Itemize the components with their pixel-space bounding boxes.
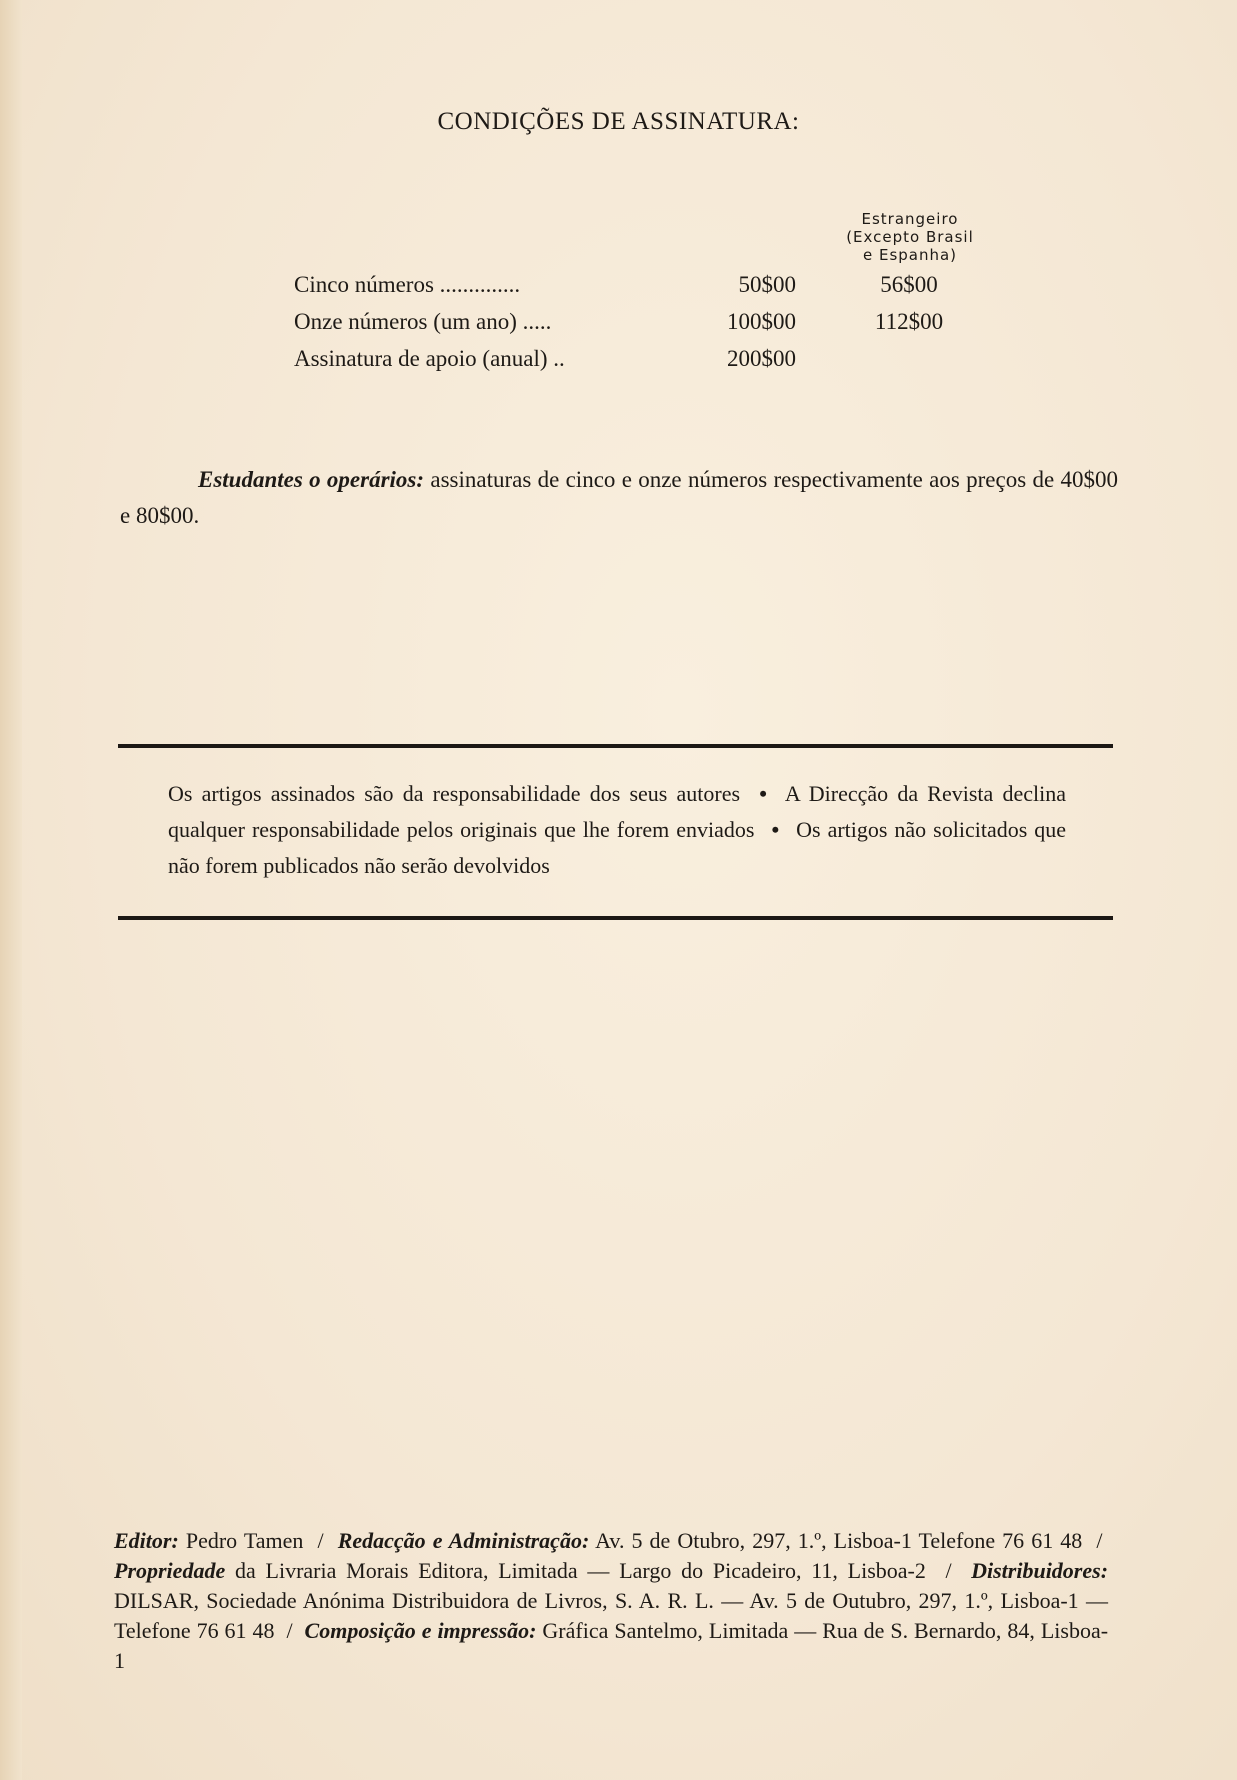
slash-separator: / bbox=[286, 1618, 293, 1643]
students-text: assinaturas de cinco e onze números respectivamente aos preços de 40$00 e 80$00. bbox=[120, 467, 1118, 528]
composicao-label: Composição e impressão: bbox=[304, 1618, 537, 1643]
foreign-price: 56$00 bbox=[880, 272, 938, 297]
slash-separator: / bbox=[1096, 1528, 1103, 1553]
foreign-header-line: e Espanha) bbox=[862, 246, 958, 264]
price-label: Cinco números .............. bbox=[294, 272, 521, 297]
page-title: CONDIÇÕES DE ASSINATURA: bbox=[437, 108, 800, 135]
national-price: 100$00 bbox=[727, 309, 796, 334]
bullet-separator: • bbox=[759, 781, 767, 806]
editor-name: Pedro Tamen bbox=[185, 1528, 304, 1553]
national-price: 50$00 bbox=[738, 272, 796, 297]
notice-sentence: A Direcção da Revista declina qualquer responsabilidade pelos originais que lhe forem enviados bbox=[168, 781, 1066, 842]
slash-separator: / bbox=[317, 1528, 324, 1553]
redaccao-text: Av. 5 de Otubro, 297, 1.º, Lisboa-1 Telefone 76 61 48 bbox=[595, 1528, 1083, 1553]
students-label: Estudantes o operários: bbox=[198, 467, 425, 492]
students-paragraph bbox=[120, 462, 1118, 534]
bottom-rule bbox=[118, 916, 1113, 920]
propriedade-label: Propriedade bbox=[114, 1558, 226, 1583]
bullet-separator: • bbox=[771, 817, 780, 842]
propriedade-text: da Livraria Morais Editora, Limitada — Largo do Picadeiro, 11, Lisboa-2 bbox=[234, 1558, 926, 1583]
editor-label: Editor: bbox=[114, 1528, 179, 1553]
notice-sentence: Os artigos não solicitados que não forem publicados não serão devolvidos bbox=[168, 817, 1067, 878]
distribuidores-text: DILSAR, Sociedade Anónima Distribuidora de Livros, S. A. R. L. — Av. 5 de Outubro, 297, 1.º, Lisboa-1 — Telefone 76 61 48 bbox=[114, 1588, 1108, 1643]
binding-edge bbox=[0, 0, 22, 1780]
distribuidores-label: Distribuidores: bbox=[971, 1558, 1109, 1583]
price-label: Assinatura de apoio (anual) .. bbox=[294, 346, 565, 371]
foreign-header-line: (Excepto Brasil bbox=[846, 228, 974, 246]
composicao-text: Gráfica Santelmo, Limitada — Rua de S. Bernardo, 84, Lisboa-1 bbox=[114, 1618, 1109, 1673]
notice-sentence: Os artigos assinados são da responsabilidade dos seus autores bbox=[168, 781, 741, 806]
foreign-price: 112$00 bbox=[874, 309, 944, 334]
slash-separator: / bbox=[945, 1558, 952, 1583]
foreign-header-line: Estrangeiro bbox=[861, 210, 959, 228]
national-price: 200$00 bbox=[727, 346, 796, 371]
foreign-price-header bbox=[820, 210, 1000, 264]
redaccao-label: Redacção e Administração: bbox=[337, 1528, 590, 1553]
top-rule bbox=[118, 744, 1113, 748]
colophon bbox=[114, 1526, 1108, 1676]
notice-paragraph bbox=[168, 776, 1066, 884]
price-label: Onze números (um ano) ..... bbox=[294, 309, 552, 334]
